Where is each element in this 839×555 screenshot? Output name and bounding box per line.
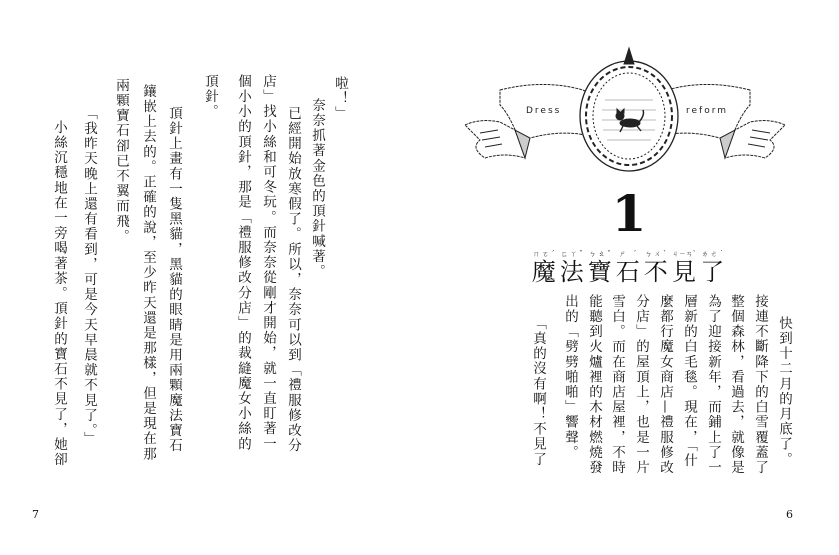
text-column: 出的「劈劈啪啪」響聲。: [562, 294, 578, 461]
banner-text-right: reform: [686, 106, 729, 116]
text-column: 為了迎接新年，而鋪上了一: [705, 294, 721, 476]
text-column: 快到十二月的月底了。: [776, 316, 792, 467]
text-column: 能聽到火爐裡的木材燃燒發: [586, 294, 602, 476]
text-column: 層新的白毛毯。現在，「什: [681, 294, 697, 469]
title-char: 不ㄅㄨˋ: [643, 250, 668, 286]
text-column: 頂針。: [202, 74, 218, 120]
text-column: 雪白。而在商店屋裡，不時: [609, 294, 625, 476]
title-char: 魔ㄇㄛˊ: [531, 250, 556, 286]
text-column: 店」找小絲和可冬玩。而奈奈從剛才開始，就一直盯著一: [260, 74, 276, 452]
title-char: 石ㄕˊ: [615, 250, 640, 286]
text-column: 小絲沉穩地在一旁喝著茶。頂針的寶石不見了，她卻: [51, 120, 67, 468]
banner-right-icon: [660, 84, 785, 158]
text-column: 「真的沒有啊！不見了: [530, 316, 546, 467]
banner-illustration: [440, 30, 810, 180]
page-number: 6: [786, 508, 793, 521]
text-column: 兩顆寶石卻已不翼而飛。: [113, 78, 129, 245]
title-char: 見ㄐㄧㄢˋ: [671, 250, 697, 286]
title-char: 寶ㄅㄠˇ: [587, 250, 612, 286]
wreath-frame-icon: [580, 48, 678, 171]
text-column: 已經開始放寒假了。所以，奈奈可以到「禮服修改分: [285, 106, 301, 454]
text-column: 奈奈抓著金色的頂針喊著。: [309, 98, 325, 280]
page-number: 7: [32, 508, 39, 521]
text-column: 「我昨天晚上還有看到，可是今天早晨就不見了。」: [81, 106, 97, 447]
text-column: 鑲嵌上去的。正確的說，至少昨天還是那樣，但是現在那: [140, 84, 156, 462]
text-column: 分店」的屋頂上，也是一片: [633, 294, 649, 476]
text-column: 個小小的頂針，那是「禮服修改分店」的裁縫魔女小絲的: [235, 74, 251, 452]
text-column: 頂針上畫有一隻黑貓，黑貓的眼睛是用兩顆魔法寶石: [166, 106, 182, 454]
text-column: 啦！」: [332, 76, 348, 122]
chapter-title: [478, 250, 778, 287]
banner-left-icon: [465, 84, 590, 158]
text-column: 接連不斷降下的白雪覆蓋了: [752, 294, 768, 476]
text-column: 整個森林，看過去，就像是: [728, 294, 744, 476]
title-char: 法ㄈㄚˇ: [559, 250, 584, 286]
text-column: 麼都行魔女商店—禮服修改: [657, 294, 673, 476]
chapter-number: 1: [611, 184, 647, 243]
title-char: 了ㄌㄜ˙: [700, 250, 725, 286]
banner-text-left: Dress: [526, 106, 562, 116]
